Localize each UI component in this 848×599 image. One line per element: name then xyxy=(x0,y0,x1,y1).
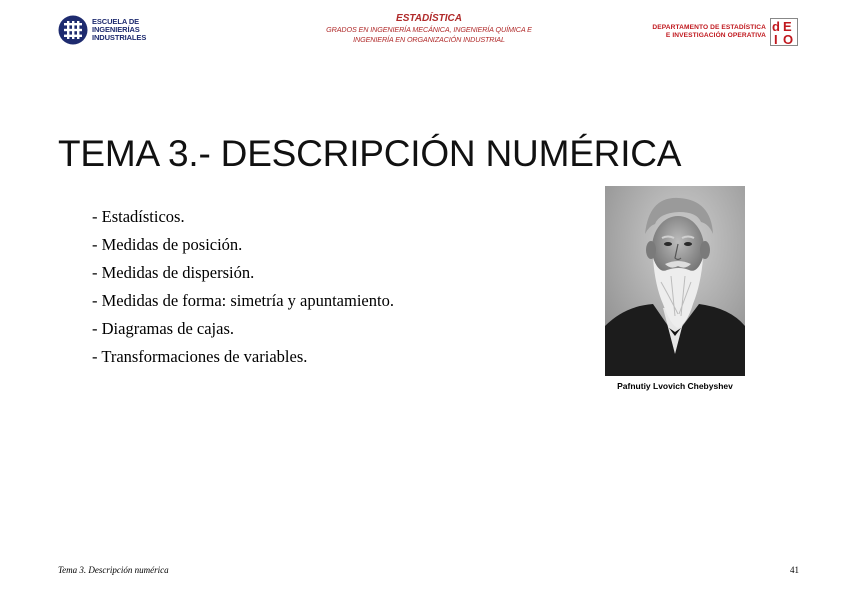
topic-item: - Medidas de forma: simetría y apuntamiento. xyxy=(92,291,394,310)
department-name xyxy=(652,24,766,40)
topic-item: - Diagramas de cajas. xyxy=(92,319,235,338)
chebyshev-portrait xyxy=(605,186,745,376)
topic-list xyxy=(92,203,394,371)
degrees-line-1: GRADOS EN INGENIERÍA MECÁNICA, INGENIERÍA QUÍMICA E xyxy=(326,25,532,34)
school-emblem-icon xyxy=(58,15,88,45)
school-name: ESCUELA DE INGENIERÍAS INDUSTRIALES xyxy=(92,17,147,42)
topic-item: - Medidas de posición. xyxy=(92,235,243,254)
svg-text:I: I xyxy=(774,32,778,46)
svg-text:O: O xyxy=(783,32,794,46)
topic-item: - Medidas de dispersión. xyxy=(92,263,255,282)
portrait-caption: Pafnutiy Lvovich Chebyshev xyxy=(617,381,733,391)
degrees-line-2: INGENIERÍA EN ORGANIZACIÓN INDUSTRIAL xyxy=(353,34,505,44)
department-name-line-2: E INVESTIGACIÓN OPERATIVA xyxy=(665,32,766,39)
topic-item: - Estadísticos. xyxy=(92,207,185,226)
topic-item: - Transformaciones de variables. xyxy=(92,347,308,366)
department-logo xyxy=(652,18,798,46)
svg-text:d: d xyxy=(772,19,780,34)
page-number: 41 xyxy=(790,565,799,575)
subject-title: ESTADÍSTICA xyxy=(396,13,462,24)
slide-title: TEMA 3.- DESCRIPCIÓN NUMÉRICA xyxy=(58,133,682,174)
school-logo xyxy=(58,15,187,45)
department-name-line-1: DEPARTAMENTO DE ESTADÍSTICA xyxy=(652,24,766,31)
svg-text:E: E xyxy=(783,19,792,34)
course-header xyxy=(280,13,578,44)
deio-logo-icon xyxy=(770,18,798,46)
footer-topic: Tema 3. Descripción numérica xyxy=(58,565,169,575)
portrait-image xyxy=(605,186,745,376)
